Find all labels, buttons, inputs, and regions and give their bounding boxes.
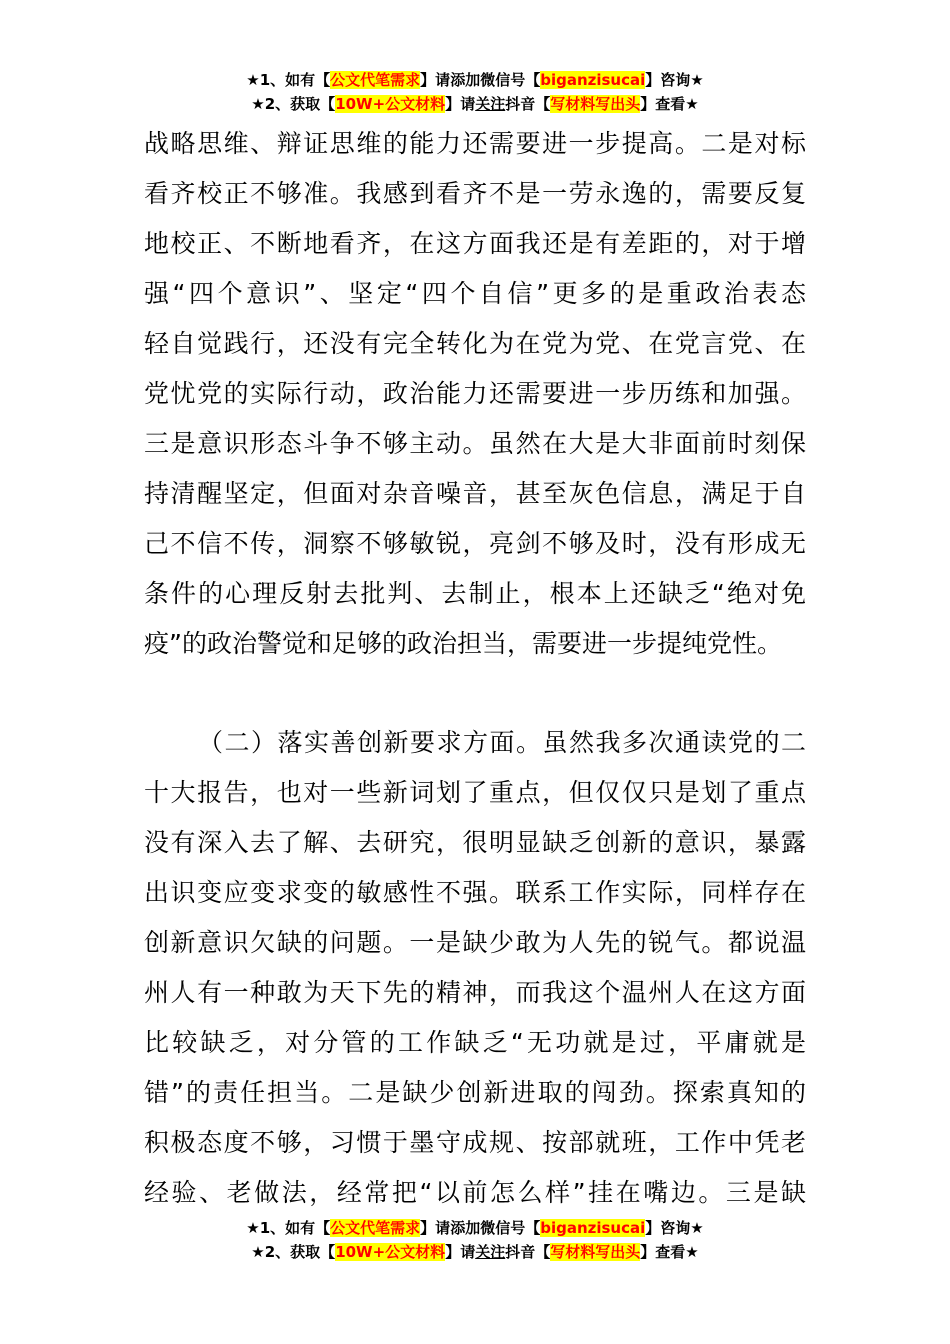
banner-highlight: 写材料写出头 — [550, 1243, 641, 1261]
text-line: 经验、老做法，经常把“以前怎么样”挂在嘴边。三是缺 — [144, 1178, 806, 1207]
text-line: 没有深入去了解、去研究，很明显缺乏创新的意识，暴露 — [144, 828, 806, 857]
text-line: 战略思维、辩证思维的能力还需要进一步提高。二是对标 — [144, 129, 806, 158]
banner-text: 】查看★ — [640, 1243, 699, 1261]
text-line: 党忧党的实际行动，政治能力还需要进一步历练和加强。 — [144, 379, 806, 408]
banner-line-2 — [0, 92, 950, 116]
banner-text: 】查看★ — [640, 95, 699, 113]
banner-emphasis: 添加 — [450, 1219, 481, 1237]
banner-highlight: 10W+公文材料 — [335, 95, 446, 113]
text-line: （二）落实善创新要求方面。虽然我多次通读党的二 — [198, 728, 806, 757]
banner-line-2 — [0, 1240, 950, 1264]
banner-highlight: 公文代笔需求 — [330, 71, 421, 89]
banner-emphasis: 添加 — [450, 71, 481, 89]
banner-text: 】请 — [420, 71, 451, 89]
text-line: 地校正、不断地看齐，在这方面我还是有差距的，对于增 — [144, 229, 806, 258]
banner-text: 微信号【 — [480, 71, 541, 89]
banner-text: ★2、获取【 — [251, 1243, 336, 1261]
banner-text: 】请 — [445, 95, 476, 113]
text-line: 轻自觉践行，还没有完全转化为在党为党、在党言党、在 — [144, 329, 806, 358]
banner-text: 抖音【 — [505, 1243, 551, 1261]
text-line: 创新意识欠缺的问题。一是缺少敢为人先的锐气。都说温 — [144, 928, 806, 957]
banner-line-1 — [0, 1216, 950, 1240]
text-line: 州人有一种敢为天下先的精神，而我这个温州人在这方面 — [144, 978, 806, 1007]
banner-highlight: 写材料写出头 — [550, 95, 641, 113]
text-line: 己不信不传，洞察不够敏锐，亮剑不够及时，没有形成无 — [144, 529, 806, 558]
text-line: 疫”的政治警觉和足够的政治担当，需要进一步提纯党性。 — [144, 629, 782, 658]
footer-banner — [0, 1216, 950, 1264]
banner-highlight: 10W+公文材料 — [335, 1243, 446, 1261]
banner-emphasis: 关注 — [475, 95, 506, 113]
text-line: 错”的责任担当。二是缺少创新进取的闯劲。探索真知的 — [144, 1078, 806, 1107]
header-banner — [0, 68, 950, 116]
banner-emphasis: 关注 — [475, 1243, 506, 1261]
banner-text: 】请 — [445, 1243, 476, 1261]
body-paragraph-2 — [144, 718, 806, 1218]
banner-text: 微信号【 — [480, 1219, 541, 1237]
text-line: 积极态度不够，习惯于墨守成规、按部就班，工作中凭老 — [144, 1128, 806, 1157]
banner-text: 抖音【 — [505, 95, 551, 113]
text-line: 出识变应变求变的敏感性不强。联系工作实际，同样存在 — [144, 878, 806, 907]
text-line: 强“四个意识”、坚定“四个自信”更多的是重政治表态 — [144, 279, 806, 308]
banner-highlight: biganzisucai — [540, 71, 646, 89]
banner-text: 】请 — [420, 1219, 451, 1237]
body-paragraph-1 — [144, 119, 806, 669]
banner-text: 】咨询★ — [645, 71, 704, 89]
banner-text: 】咨询★ — [645, 1219, 704, 1237]
banner-text: ★1、如有【 — [246, 71, 331, 89]
banner-text: ★2、获取【 — [251, 95, 336, 113]
text-line: 条件的心理反射去批判、去制止，根本上还缺乏“绝对免 — [144, 579, 806, 608]
banner-highlight: biganzisucai — [540, 1219, 646, 1237]
banner-highlight: 公文代笔需求 — [330, 1219, 421, 1237]
text-line: 三是意识形态斗争不够主动。虽然在大是大非面前时刻保 — [144, 429, 806, 458]
text-line: 比较缺乏，对分管的工作缺乏“无功就是过，平庸就是 — [144, 1028, 806, 1057]
text-line: 持清醒坚定，但面对杂音噪音，甚至灰色信息，满足于自 — [144, 479, 806, 508]
text-line: 十大报告，也对一些新词划了重点，但仅仅只是划了重点 — [144, 778, 806, 807]
banner-text: ★1、如有【 — [246, 1219, 331, 1237]
banner-line-1 — [0, 68, 950, 92]
text-line: 看齐校正不够准。我感到看齐不是一劳永逸的，需要反复 — [144, 179, 806, 208]
